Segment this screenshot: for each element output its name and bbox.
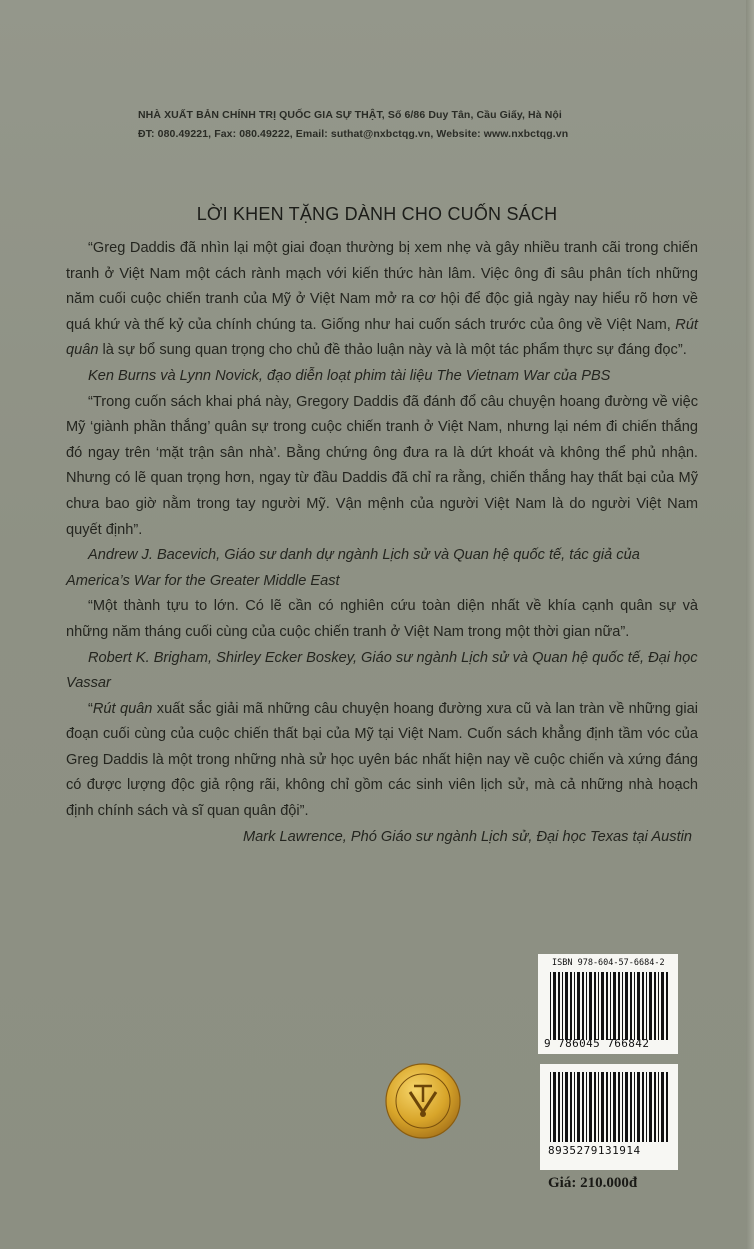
publisher-line-2: ĐT: 080.49221, Fax: 080.49222, Email: suthat@nxbctqg.vn, Website: www.nxbctqg.vn bbox=[138, 128, 569, 140]
barcode-bar bbox=[594, 972, 596, 1040]
quote-2-attribution: Andrew J. Bacevich, Giáo sư danh dự ngành Lịch sử và Quan hệ quốc tế, tác giả của America’s War for the Greater Middle East bbox=[66, 547, 640, 589]
barcode-bar bbox=[553, 972, 556, 1040]
barcode-bar bbox=[622, 1072, 623, 1142]
barcode-bar bbox=[654, 972, 656, 1040]
barcode-bar bbox=[606, 972, 608, 1040]
barcode-bar bbox=[637, 972, 640, 1040]
barcode-bar bbox=[553, 1072, 556, 1142]
barcode-bar bbox=[646, 972, 647, 1040]
barcode-bar bbox=[565, 1072, 568, 1142]
barcode-bar bbox=[625, 1072, 628, 1142]
barcode-bar bbox=[634, 1072, 635, 1142]
publisher-info bbox=[138, 106, 618, 144]
quote-1-book-title: Rút quân bbox=[66, 316, 698, 359]
barcode-bar bbox=[658, 972, 659, 1040]
barcode-bar bbox=[582, 972, 584, 1040]
barcode-bar bbox=[586, 1072, 587, 1142]
publisher-emblem-icon bbox=[384, 1062, 462, 1140]
quote-3: “Một thành tựu to lớn. Có lẽ cần có nghiên cứu toàn diện nhất về khía cạnh quân sự và những năm tháng cuối cùng của cuộc chiến tranh ở Việt Nam trong một thời gian nữa”. bbox=[66, 598, 698, 640]
quote-3-attribution: Robert K. Brigham, Shirley Ecker Boskey, Giáo sư ngành Lịch sử và Quan hệ quốc tế, Đại học Vassar bbox=[66, 649, 698, 692]
quote-4-attribution: Mark Lawrence, Phó Giáo sư ngành Lịch sử, Đại học Texas tại Austin bbox=[243, 828, 692, 845]
barcode-bar bbox=[666, 972, 668, 1040]
barcode-bar bbox=[649, 972, 652, 1040]
barcode-bar bbox=[622, 972, 623, 1040]
barcode-bar bbox=[613, 972, 616, 1040]
isbn-label: ISBN 978-604-57-6684-2 bbox=[552, 958, 665, 968]
barcode-bar bbox=[589, 972, 592, 1040]
barcode-bar bbox=[630, 972, 632, 1040]
barcode-bar bbox=[582, 1072, 584, 1142]
barcode-bar bbox=[550, 1072, 551, 1142]
barcode-bar bbox=[558, 1072, 560, 1142]
ean-bars bbox=[548, 1072, 670, 1142]
barcode-bar bbox=[577, 1072, 580, 1142]
endorsements bbox=[66, 236, 698, 850]
barcode-bar bbox=[550, 972, 551, 1040]
quote-1 bbox=[66, 236, 698, 364]
barcode-bar bbox=[570, 972, 572, 1040]
barcode-bar bbox=[577, 972, 580, 1040]
publisher-line-1: NHÀ XUẤT BẢN CHÍNH TRỊ QUỐC GIA SỰ THẬT, Số 6/86 Duy Tân, Cầu Giấy, Hà Nội bbox=[138, 109, 562, 121]
barcode-bar bbox=[654, 1072, 656, 1142]
barcode-bar bbox=[610, 1072, 611, 1142]
barcode-bar bbox=[562, 1072, 563, 1142]
barcode-bar bbox=[570, 1072, 572, 1142]
barcode-bar bbox=[562, 972, 563, 1040]
barcode-bar bbox=[625, 972, 628, 1040]
barcode-bar bbox=[613, 1072, 616, 1142]
barcode-bar bbox=[642, 972, 644, 1040]
barcode-bar bbox=[565, 972, 568, 1040]
barcode-bar bbox=[601, 972, 604, 1040]
isbn-bars bbox=[548, 972, 670, 1040]
barcode-bar bbox=[642, 1072, 644, 1142]
quote-4-text: xuất sắc giải mã những câu chuyện hoang đường xưa cũ và lan tràn về những giai đoạn cuối cùng của cuộc chiến thất bại của Mỹ tại Việt Nam. Cuốn sách khẳng định tầm vóc của Greg Daddis là một trong những nhà sử học uyên bác nhất hiện nay về cuộc chiến và xứng đáng có được lượng độc giả rộng rãi, không chỉ gồm các sinh viên lịch sử, mà cả những nhà hoạch định chính sách và sĩ quan quân đội”. bbox=[66, 700, 698, 820]
barcode-bar bbox=[606, 1072, 608, 1142]
quote-1-attribution: Ken Burns và Lynn Novick, đạo diễn loạt phim tài liệu The Vietnam War của PBS bbox=[88, 367, 611, 384]
barcode-bar bbox=[618, 972, 620, 1040]
barcode-bar bbox=[630, 1072, 632, 1142]
barcode-bar bbox=[601, 1072, 604, 1142]
quote-4-book-title: Rút quân bbox=[92, 700, 153, 717]
barcode-bar bbox=[594, 1072, 596, 1142]
cover-edge bbox=[746, 0, 754, 1249]
quote-4-open-quote: “ bbox=[88, 700, 93, 717]
quote-2: “Trong cuốn sách khai phá này, Gregory Daddis đã đánh đổ câu chuyện hoang đường về việc Mỹ ‘giành phần thắng’ quân sự trong cuộc chiến tranh ở Việt Nam, nhưng lại ném đi chiến thắng đó ngay trên ‘mặt trận sân nhà’. Bằng chứng ông đưa ra là dứt khoát và không thể phủ nhận. Nhưng có lẽ quan trọng hơn, ngay từ đầu Daddis đã chỉ ra rằng, chiến thắng hay thất bại của Mỹ chưa bao giờ nằm trong tay người Mỹ. Vận mệnh của người Việt Nam là do người Việt Nam quyết định”. bbox=[66, 393, 698, 538]
barcode-bar bbox=[637, 1072, 640, 1142]
barcode-bar bbox=[649, 1072, 652, 1142]
barcode-bar bbox=[618, 1072, 620, 1142]
price: Giá: 210.000đ bbox=[548, 1175, 638, 1191]
barcode-bar bbox=[610, 972, 611, 1040]
quote-1-text-a: “Greg Daddis đã nhìn lại một giai đoạn thường bị xem nhẹ và gây nhiều tranh cãi trong chiến tranh ở Việt Nam một cách rành mạch với kiến thức hàn lâm. Việc ông đi sâu phân tích những năm cuối cuộc chiến tranh của Mỹ ở Việt Nam mở ra cơ hội để độc giả ngày nay hiểu rõ hơn về quá khứ và thế kỷ của chính chúng ta. Giống như hai cuốn sách trước của ông về Việt Nam, bbox=[66, 240, 698, 333]
barcode-bar bbox=[586, 972, 587, 1040]
ean-number: 8935279131914 bbox=[548, 1144, 641, 1157]
barcode-bar bbox=[598, 972, 599, 1040]
isbn-barcode bbox=[538, 954, 678, 1054]
barcode-bar bbox=[658, 1072, 659, 1142]
barcode-bar bbox=[661, 972, 664, 1040]
section-title: LỜI KHEN TẶNG DÀNH CHO CUỐN SÁCH bbox=[196, 204, 558, 224]
barcode-bar bbox=[661, 1072, 664, 1142]
isbn-number: 9 786045 766842 bbox=[544, 1037, 650, 1050]
barcode-bar bbox=[646, 1072, 647, 1142]
barcode-bar bbox=[574, 1072, 575, 1142]
barcode-bar bbox=[589, 1072, 592, 1142]
barcode-bar bbox=[558, 972, 560, 1040]
barcode-bar bbox=[634, 972, 635, 1040]
quote-4 bbox=[66, 697, 698, 825]
barcode-bar bbox=[574, 972, 575, 1040]
ean-barcode bbox=[540, 1064, 678, 1170]
quote-1-text-b: là sự bổ sung quan trọng cho chủ đề thảo luận này và là một tác phẩm thực sự đáng đọc”. bbox=[98, 342, 687, 359]
barcode-bar bbox=[666, 1072, 668, 1142]
barcode-bar bbox=[598, 1072, 599, 1142]
